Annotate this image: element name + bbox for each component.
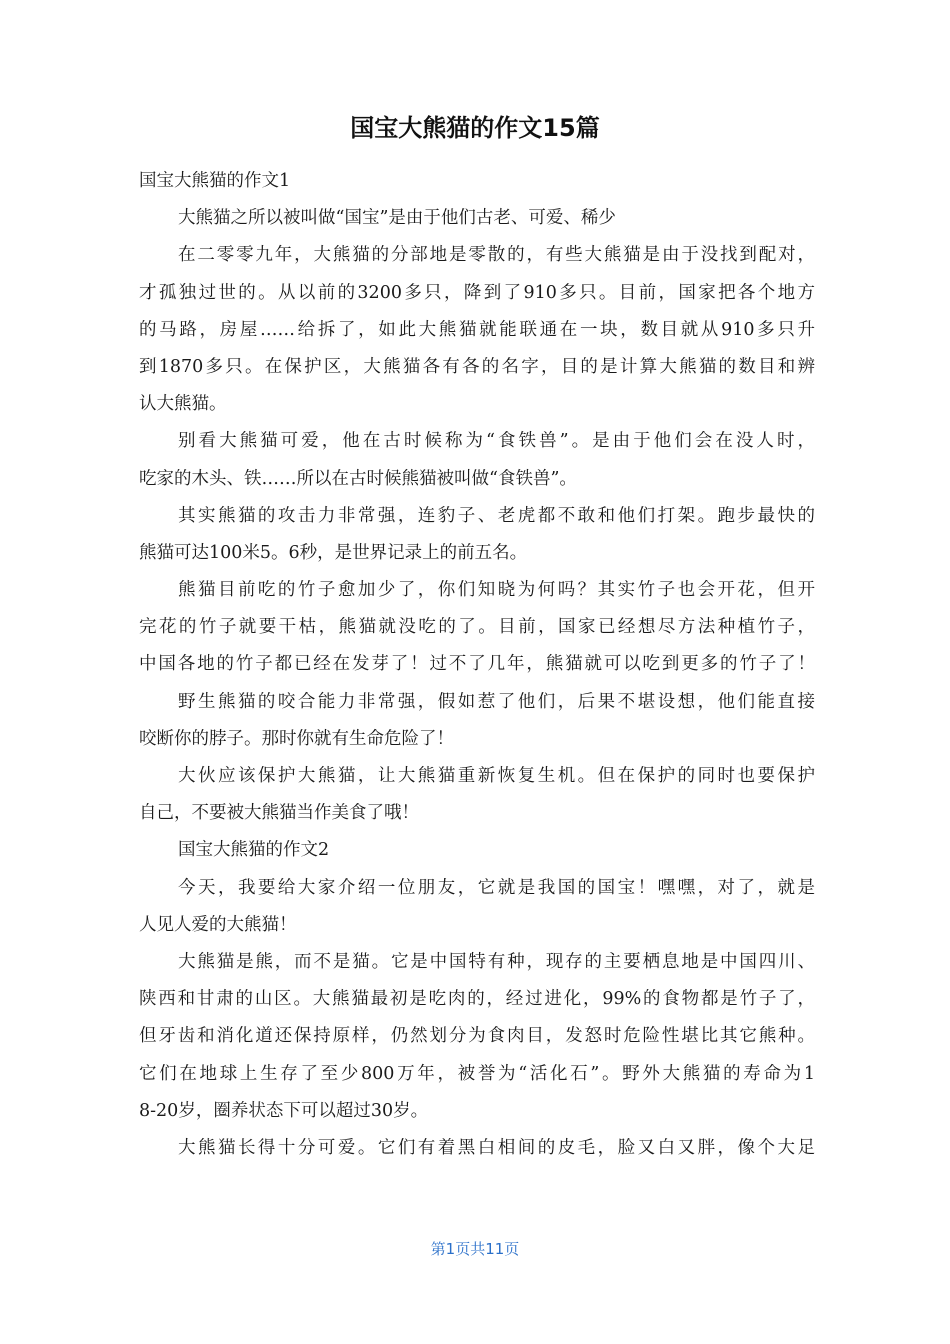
- text-line: 国宝大熊猫的作文1: [139, 171, 291, 191]
- text-line: 咬断你的脖子。那时你就有生命危险了！: [139, 728, 454, 749]
- text-line: 其实熊猫的攻击力非常强，连豹子、老虎都不敢和他们打架。跑步最快的: [178, 505, 815, 526]
- text-line: 8-20岁，圈养状态下可以超过30岁。: [139, 1100, 429, 1121]
- text-line: 野生熊猫的咬合能力非常强，假如惹了他们，后果不堪设想，他们能直接: [178, 691, 815, 712]
- text-line: 人见人爱的大熊猫！: [139, 914, 297, 935]
- text-line: 别看大熊猫可爱，他在古时候称为“食铁兽”。是由于他们会在没人时，: [178, 431, 815, 452]
- page-number-footer: 第1页共11页: [430, 1240, 520, 1258]
- text-line: 认大熊猫。: [139, 394, 227, 415]
- text-line: 完花的竹子就要干枯，熊猫就没吃的了。目前，国家已经想尽方法种植竹子，: [139, 617, 815, 638]
- text-line: 中国各地的竹子都已经在发芽了！过不了几年，熊猫就可以吃到更多的竹子了！: [139, 654, 815, 675]
- text-line: 熊猫目前吃的竹子愈加少了，你们知晓为何吗？其实竹子也会开花，但开: [178, 580, 815, 601]
- text-line: 大熊猫是熊，而不是猫。它是中国特有种，现存的主要栖息地是中国四川、: [178, 951, 815, 972]
- text-line: 今天，我要给大家介绍一位朋友，它就是我国的国宝！嘿嘿，对了，就是: [178, 877, 815, 898]
- text-line: 大熊猫之所以被叫做“国宝”是由于他们古老、可爱、稀少: [178, 208, 616, 229]
- text-line: 大熊猫长得十分可爱。它们有着黑白相间的皮毛，脸又白又胖，像个大足: [178, 1137, 815, 1158]
- text-line: 陕西和甘肃的山区。大熊猫最初是吃肉的，经过进化，99%的食物都是竹子了，: [139, 989, 815, 1010]
- text-line: 熊猫可达100米5。6秒，是世界记录上的前五名。: [139, 542, 528, 563]
- text-line: 自己，不要被大熊猫当作美食了哦！: [139, 803, 419, 824]
- text-line: 才孤独过世的。从以前的3200多只，降到了910多只。目前，国家把各个地方: [139, 282, 815, 303]
- text-line: 在二零零九年，大熊猫的分部地是零散的，有些大熊猫是由于没找到配对，: [178, 245, 815, 266]
- document-title: 国宝大熊猫的作文15篇: [350, 114, 600, 142]
- text-line: 到1870多只。在保护区，大熊猫各有各的名字，目的是计算大熊猫的数目和辨: [139, 356, 815, 377]
- text-line: 它们在地球上生存了至少800万年，被誉为“活化石”。野外大熊猫的寿命为1: [139, 1063, 815, 1084]
- text-line: 国宝大熊猫的作文2: [178, 840, 330, 861]
- document-body: [139, 163, 815, 1167]
- text-line: 吃家的木头、铁……所以在古时候熊猫被叫做“食铁兽”。: [139, 468, 577, 489]
- text-line: 但牙齿和消化道还保持原样，仍然划分为食肉目，发怒时危险性堪比其它熊种。: [139, 1026, 815, 1047]
- text-line: 的马路，房屋……给拆了，如此大熊猫就能联通在一块，数目就从910多只升: [139, 319, 815, 340]
- text-line: 大伙应该保护大熊猫，让大熊猫重新恢复生机。但在保护的同时也要保护: [178, 766, 815, 786]
